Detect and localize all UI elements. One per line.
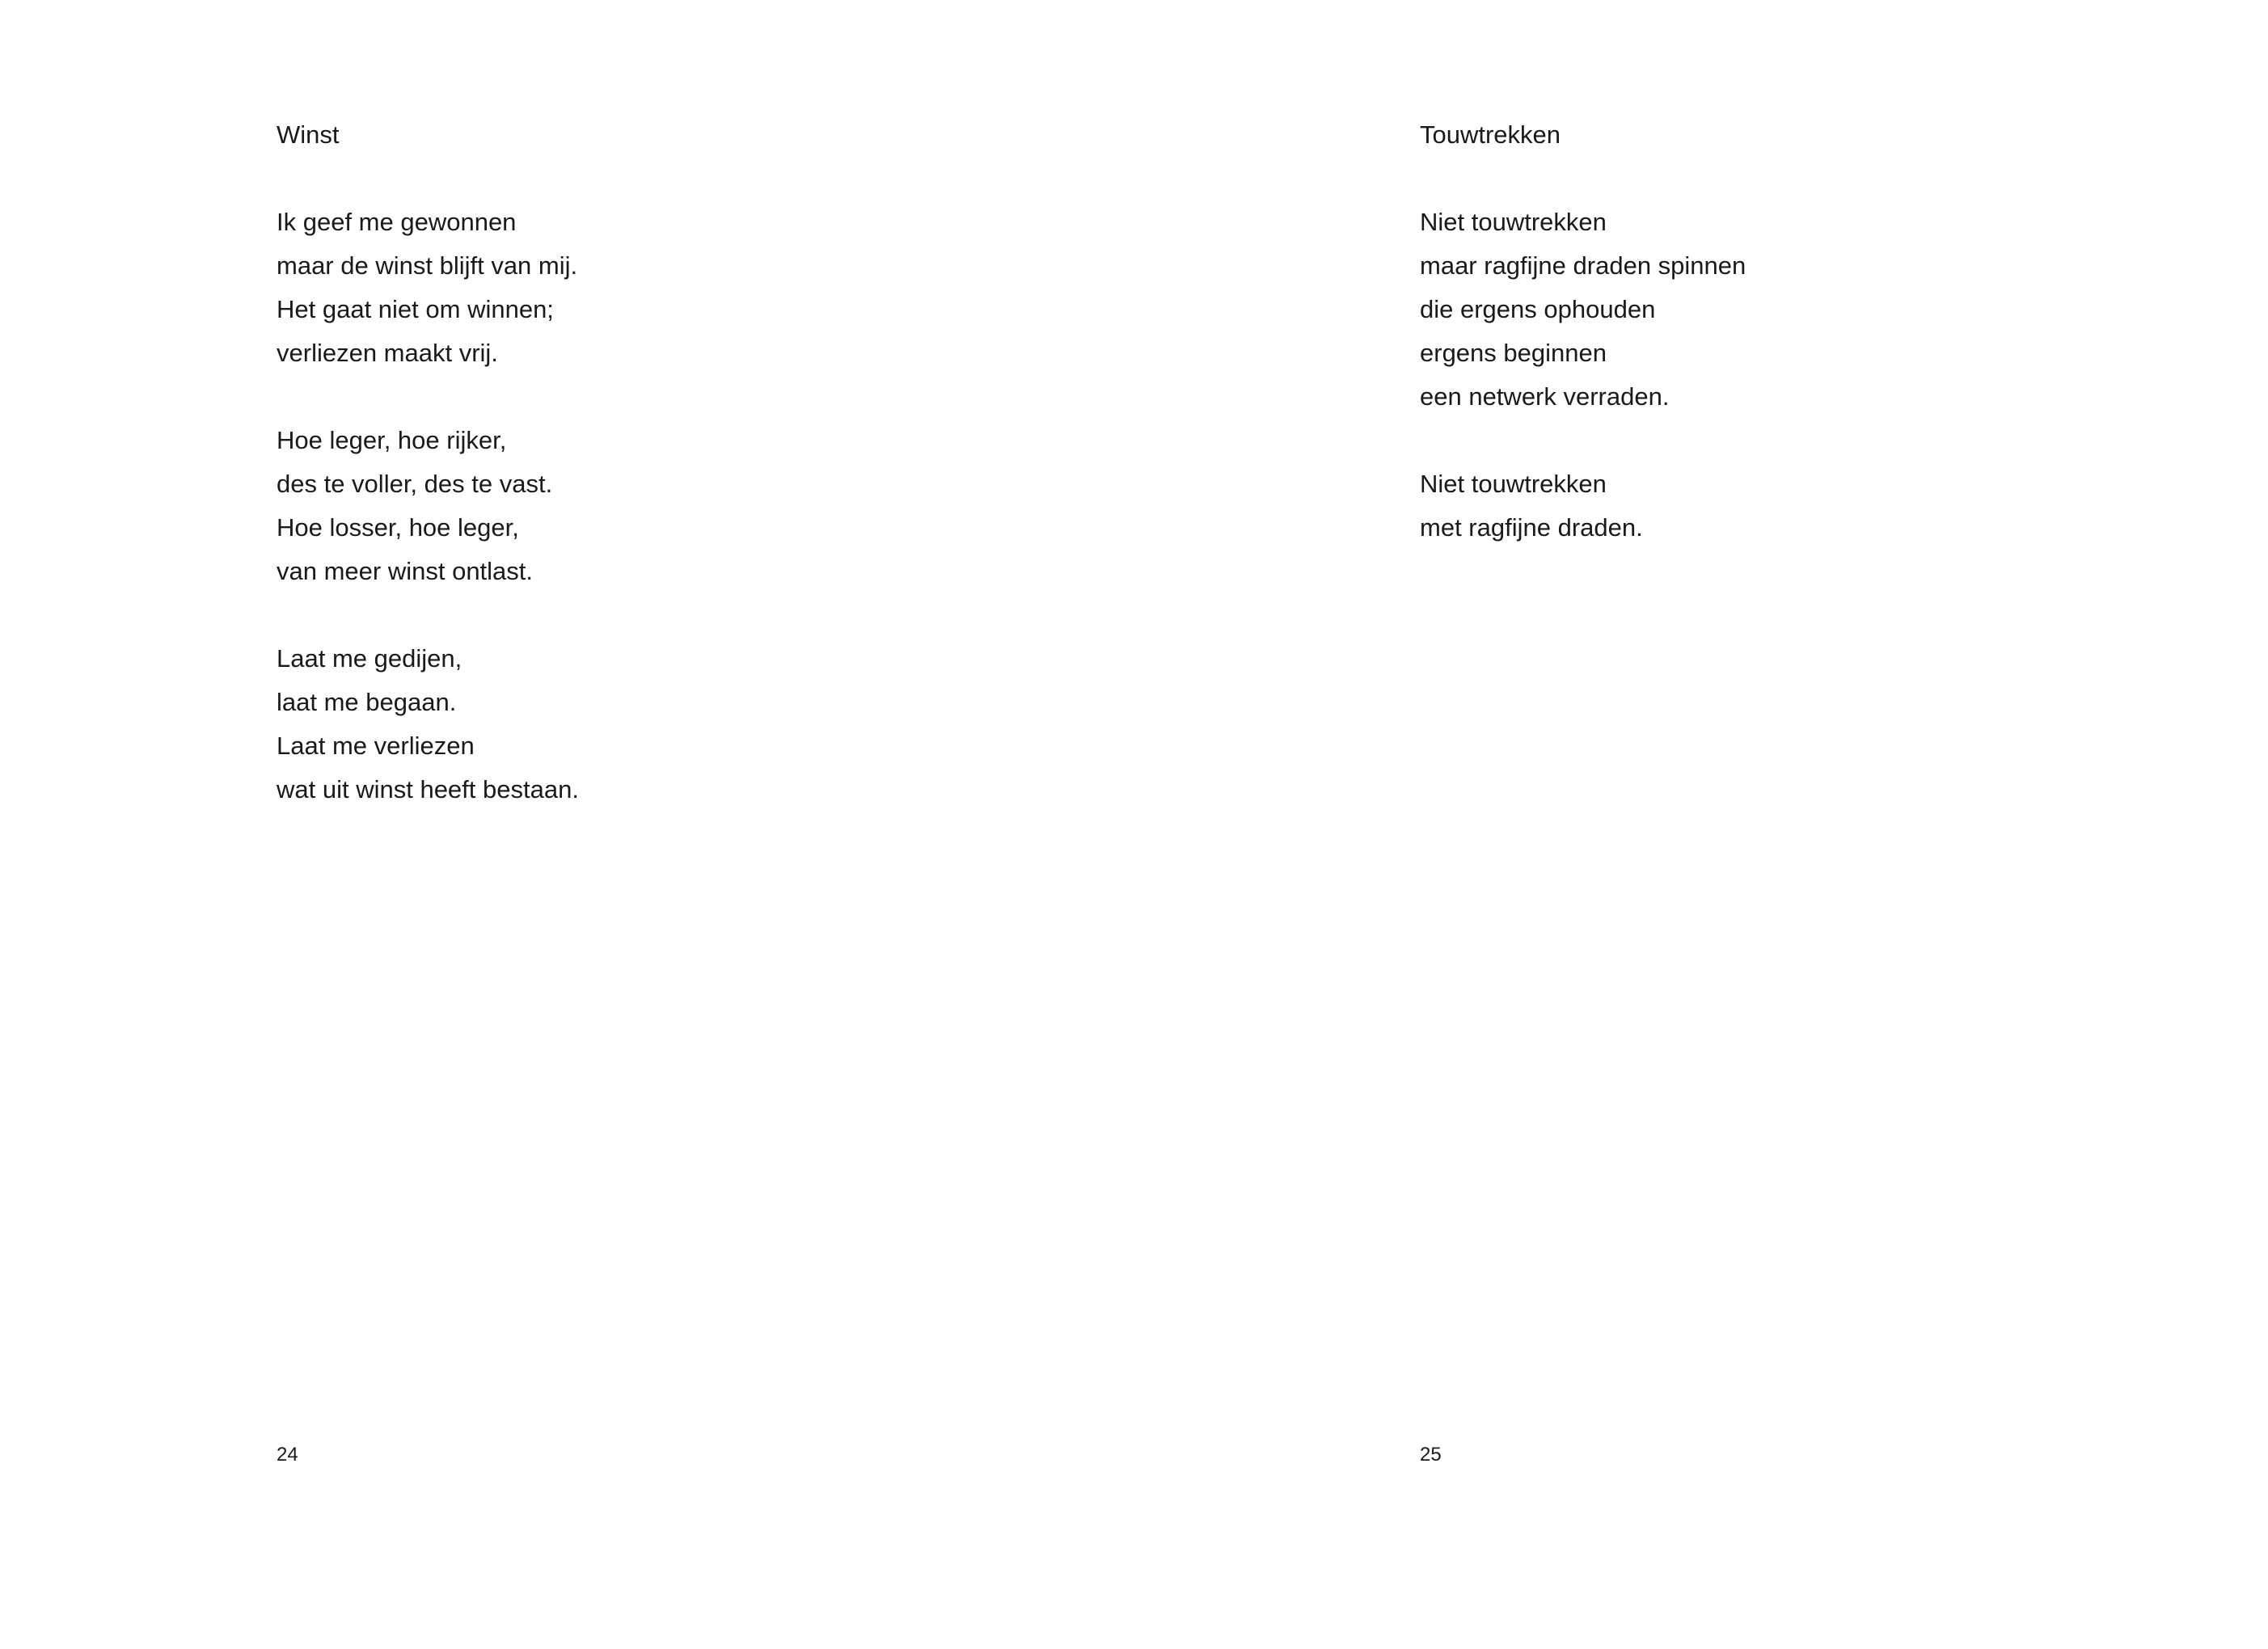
stanza	[1420, 462, 1746, 550]
poem-title: Winst	[277, 120, 340, 149]
poem-line: Hoe losser, hoe leger,	[277, 513, 519, 542]
poem-line: Hoe leger, hoe rijker,	[277, 426, 507, 454]
poem-line: met ragfijne draden.	[1420, 513, 1643, 542]
left-page	[277, 113, 579, 855]
poem-line: maar de winst blijft van mij.	[277, 251, 578, 280]
poem-line: Laat me verliezen	[277, 732, 475, 760]
poem-line: Ik geef me gewonnen	[277, 208, 517, 236]
poem-title: Touwtrekken	[1420, 120, 1561, 149]
stanza	[277, 200, 579, 375]
poem-line: ergens beginnen	[1420, 339, 1607, 367]
poem-line: een netwerk verraden.	[1420, 382, 1670, 411]
stanza	[1420, 200, 1746, 419]
page-number-left: 24	[277, 1444, 298, 1466]
poem-line: Laat me gedijen,	[277, 644, 462, 673]
right-page	[1420, 113, 1746, 593]
poem-line: Het gaat niet om winnen;	[277, 295, 554, 323]
poem-line: wat uit winst heeft bestaan.	[277, 775, 579, 803]
stanza	[277, 637, 579, 812]
page-number-right: 25	[1420, 1444, 1442, 1466]
poem-line: Niet touwtrekken	[1420, 470, 1607, 498]
poem-line: Niet touwtrekken	[1420, 208, 1607, 236]
poem-line: verliezen maakt vrij.	[277, 339, 498, 367]
poem-line: die ergens ophouden	[1420, 295, 1656, 323]
poem-line: laat me begaan.	[277, 688, 457, 716]
stanza	[277, 419, 579, 593]
poem-line: des te voller, des te vast.	[277, 470, 553, 498]
poem-line: maar ragfijne draden spinnen	[1420, 251, 1746, 280]
poem-line: van meer winst ontlast.	[277, 557, 534, 585]
